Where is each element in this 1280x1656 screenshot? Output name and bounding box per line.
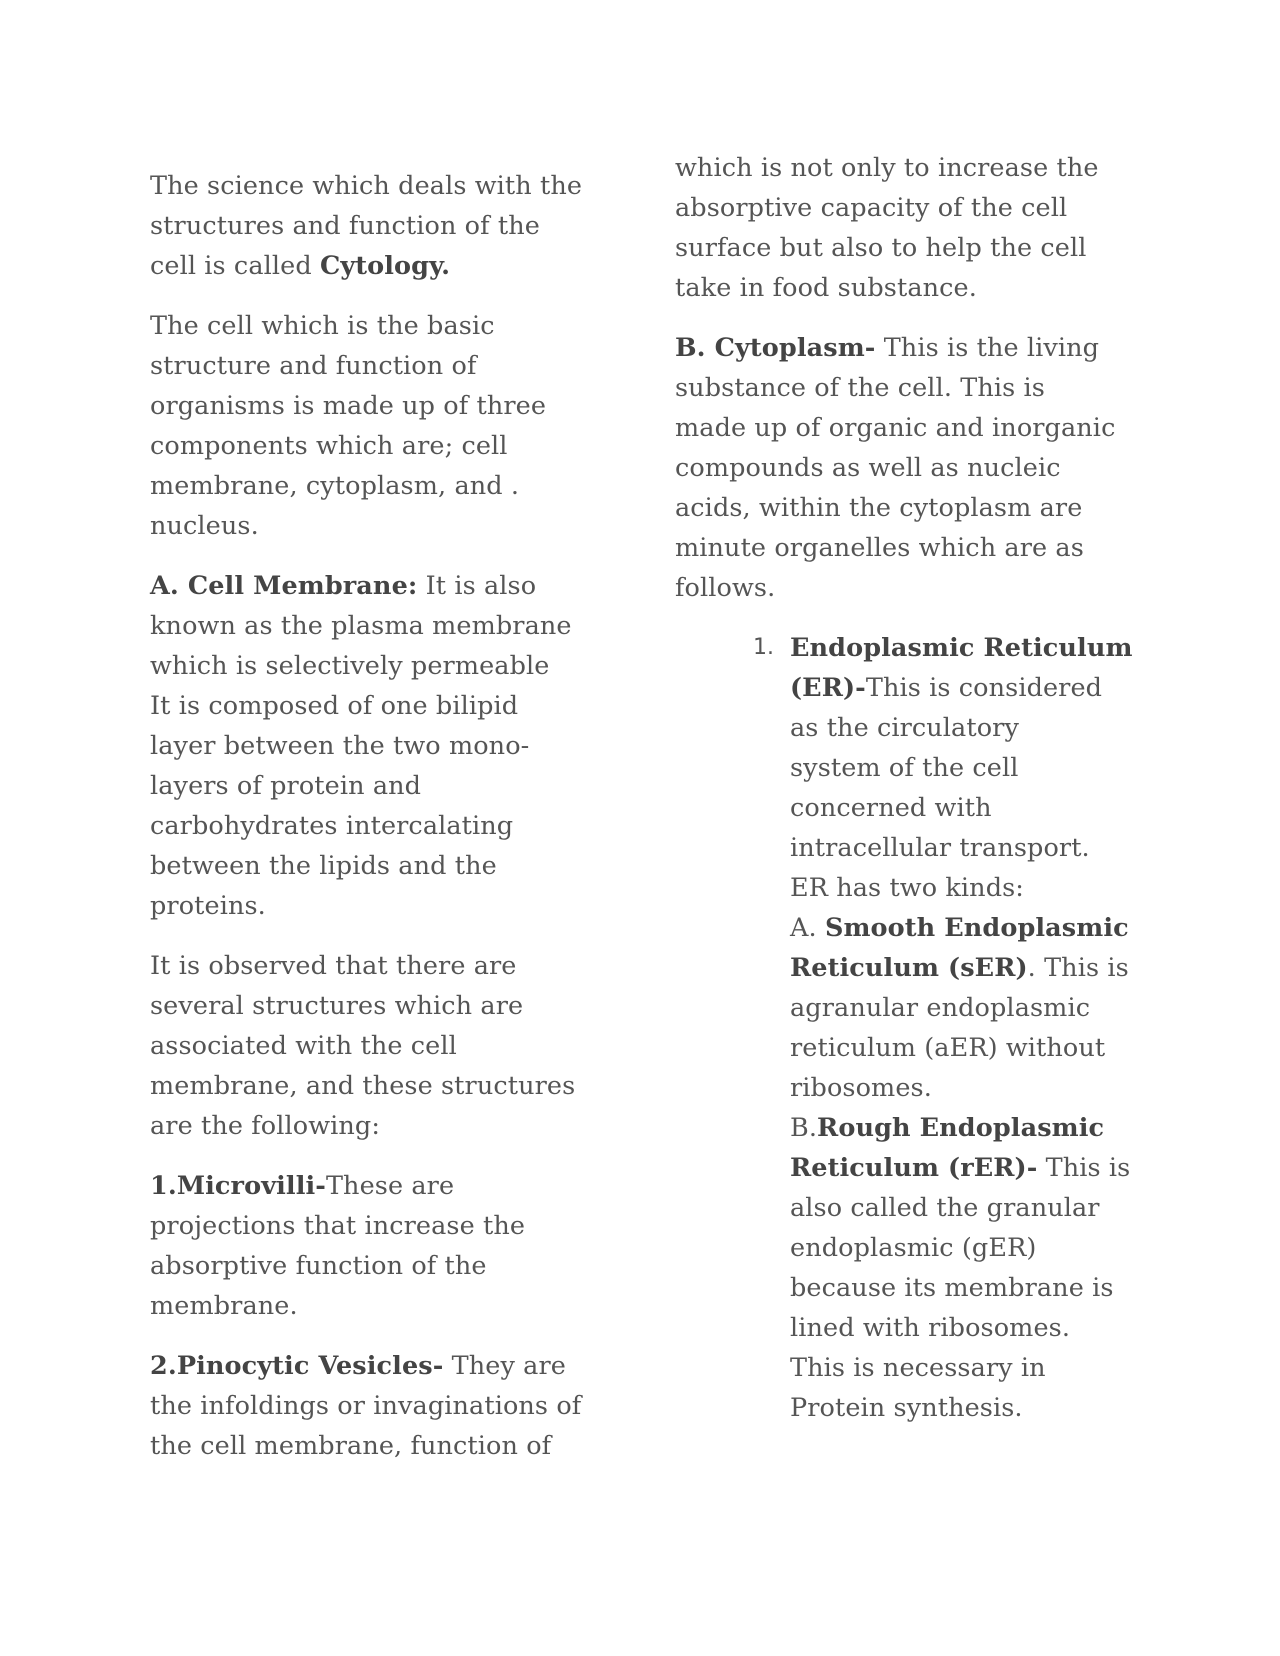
text-line: components which are; cell xyxy=(150,431,508,461)
text-line: layers of protein and xyxy=(150,771,422,801)
text-line xyxy=(150,246,450,286)
text-line: The science which deals with the xyxy=(150,171,583,201)
term-endoplasmic-reticulum: Endoplasmic Reticulum xyxy=(790,633,1133,663)
text-span: These are xyxy=(325,1171,455,1201)
text-line: the infoldings or invaginations of xyxy=(150,1391,582,1421)
term-ser: Reticulum (sER) xyxy=(790,953,1028,983)
term-rer: Reticulum (rER)- xyxy=(790,1153,1038,1183)
text-line xyxy=(790,668,1102,708)
text-line: several structures which are xyxy=(150,991,524,1021)
heading-cytoplasm: B. Cytoplasm- xyxy=(675,333,876,363)
text-line: carbohydrates intercalating xyxy=(150,811,514,841)
text-line: made up of organic and inorganic xyxy=(675,413,1116,443)
text-line: projections that increase the xyxy=(150,1211,526,1241)
text-span: It is also xyxy=(417,571,537,601)
text-line: as the circulatory xyxy=(790,713,1019,743)
text-span: This is the living xyxy=(875,333,1100,363)
text-span: . This is xyxy=(1027,953,1129,983)
text-line: are the following: xyxy=(150,1111,381,1141)
heading-cell-membrane: A. Cell Membrane: xyxy=(150,571,418,601)
term-pinocytic-vesicles: 2.Pinocytic Vesicles- xyxy=(150,1351,444,1381)
text-line: which is not only to increase the xyxy=(675,153,1099,183)
text-span: B. xyxy=(790,1113,818,1143)
text-line: lined with ribosomes. xyxy=(790,1313,1071,1343)
text-line: structure and function of xyxy=(150,351,477,381)
text-line: agranular endoplasmic xyxy=(790,993,1091,1023)
text-line: It is observed that there are xyxy=(150,951,517,981)
text-line: concerned with xyxy=(790,793,992,823)
text-line: follows. xyxy=(675,573,776,603)
term-microvilli: 1.Microvilli- xyxy=(150,1171,326,1201)
term-rough-er: Rough Endoplasmic xyxy=(817,1113,1105,1143)
text-line: membrane. xyxy=(150,1291,298,1321)
text-line xyxy=(790,908,1129,948)
text-line: substance of the cell. This is xyxy=(675,373,1045,403)
text-line: membrane, cytoplasm, and . xyxy=(150,471,520,501)
text-line xyxy=(150,1166,454,1206)
text-line: system of the cell xyxy=(790,753,1019,783)
text-span: This is xyxy=(1037,1153,1131,1183)
text-line: which is selectively permeable xyxy=(150,651,550,681)
text-line: the cell membrane, function of xyxy=(150,1431,552,1461)
text-line: nucleus. xyxy=(150,511,259,541)
text-line xyxy=(150,1346,566,1386)
text-line xyxy=(790,628,1133,668)
term-cytology: Cytology. xyxy=(319,251,451,281)
text-line: The cell which is the basic xyxy=(150,311,495,341)
text-line: This is necessary in xyxy=(790,1353,1046,1383)
text-line: membrane, and these structures xyxy=(150,1071,576,1101)
text-line: It is composed of one bilipid xyxy=(150,691,519,721)
text-line xyxy=(150,566,536,606)
text-line: layer between the two mono- xyxy=(150,731,530,761)
list-marker: 1. xyxy=(753,635,774,660)
text-line: ER has two kinds: xyxy=(790,873,1025,903)
text-line: Protein synthesis. xyxy=(790,1393,1023,1423)
text-line: between the lipids and the xyxy=(150,851,497,881)
text-line xyxy=(790,948,1129,988)
term-er: (ER)- xyxy=(790,673,866,703)
text-span: They are xyxy=(443,1351,566,1381)
text-line: reticulum (aER) without xyxy=(790,1033,1106,1063)
text-line: associated with the cell xyxy=(150,1031,457,1061)
text-line: because its membrane is xyxy=(790,1273,1114,1303)
text-line: absorptive function of the xyxy=(150,1251,487,1281)
text-line: surface but also to help the cell xyxy=(675,233,1087,263)
text-line: organisms is made up of three xyxy=(150,391,547,421)
text-line: acids, within the cytoplasm are xyxy=(675,493,1083,523)
text-line: endoplasmic (gER) xyxy=(790,1233,1037,1263)
term-smooth-er: Smooth Endoplasmic xyxy=(824,913,1129,943)
text-line xyxy=(675,328,1099,368)
text-line: structures and function of the xyxy=(150,211,540,241)
text-span: cell is called xyxy=(150,251,320,281)
text-line xyxy=(790,1108,1104,1148)
text-line: absorptive capacity of the cell xyxy=(675,193,1068,223)
text-line: known as the plasma membrane xyxy=(150,611,572,641)
text-line: ribosomes. xyxy=(790,1073,932,1103)
text-line: intracellular transport. xyxy=(790,833,1090,863)
text-span: This is considered xyxy=(865,673,1103,703)
text-line: minute organelles which are as xyxy=(675,533,1084,563)
text-line: take in food substance. xyxy=(675,273,977,303)
text-line: proteins. xyxy=(150,891,266,921)
text-span: A. xyxy=(790,913,825,943)
text-line: compounds as well as nucleic xyxy=(675,453,1061,483)
text-line xyxy=(790,1148,1130,1188)
text-line: also called the granular xyxy=(790,1193,1100,1223)
